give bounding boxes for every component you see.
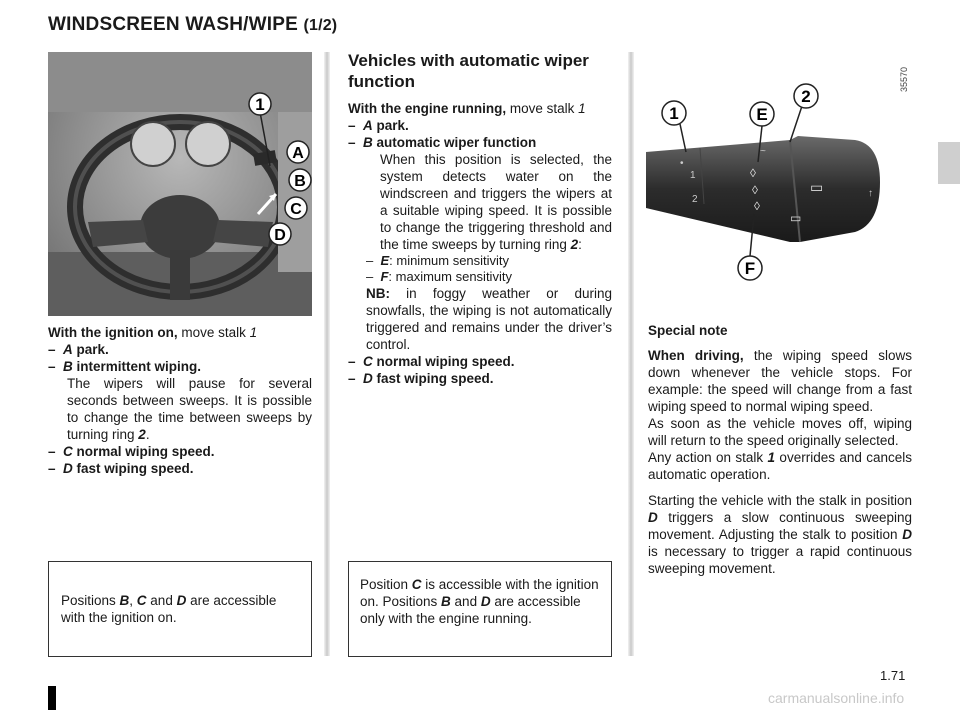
dash: – <box>348 371 356 386</box>
sub-text: : maximum sensitivity <box>388 269 512 284</box>
col2-intro-stalk: 1 <box>578 101 586 116</box>
box-text: Position <box>360 577 412 592</box>
col3-p1 <box>648 347 912 415</box>
callout-1-right-label: 1 <box>669 104 679 123</box>
callout-A-label: A <box>292 145 304 162</box>
svg-text:2: 2 <box>692 194 698 205</box>
nb-text: in foggy weather or during snowfalls, the wiping is not automatically triggered and remains under the driver’s control. <box>366 286 612 352</box>
p3-text: overrides and cancels automatic operation. <box>648 450 912 482</box>
dash: – <box>48 342 56 357</box>
p4-pos: D <box>902 527 912 542</box>
box-pos-B: B <box>441 594 451 609</box>
box-pos-D: D <box>480 594 491 609</box>
item-text: park. <box>372 118 409 133</box>
item-text: normal wiping speed. <box>72 444 215 459</box>
col2-item-A <box>348 117 612 134</box>
callout-D-label: D <box>274 227 286 244</box>
p3-text: Any action on stalk <box>648 450 768 465</box>
desc-end: . <box>145 427 150 442</box>
column-divider-right <box>628 52 634 656</box>
item-letter: C <box>63 444 73 459</box>
p1-bold: When driving, <box>648 348 744 363</box>
svg-text:▭: ▭ <box>790 211 802 225</box>
col3-p3 <box>648 449 912 483</box>
item-text: fast wiping speed. <box>72 461 194 476</box>
sub-letter: F <box>380 269 389 284</box>
item-letter: D <box>63 461 73 476</box>
col3-p4 <box>648 492 912 577</box>
item-letter: C <box>363 354 373 369</box>
svg-text:◊: ◊ <box>754 199 760 213</box>
col2-nb <box>348 285 612 353</box>
col1-note-box <box>48 561 312 657</box>
col2-intro <box>348 100 612 117</box>
col1-intro-stalk: 1 <box>249 325 258 340</box>
col2-note-box <box>348 561 612 657</box>
box-text: is accessible with the ignition on. Positions <box>360 577 599 609</box>
figure-ref-right: 35570 <box>899 66 909 92</box>
dash: – <box>48 359 56 374</box>
col2-heading: Vehicles with automatic wiper function <box>348 51 589 91</box>
item-letter: A <box>363 118 373 133</box>
corner-mark <box>48 686 56 710</box>
item-text: park. <box>72 342 109 357</box>
page-title <box>48 14 337 36</box>
box-text: Positions <box>61 593 120 608</box>
p4-text: is necessary to trigger a rapid continuous sweeping movement. <box>648 544 912 576</box>
dash: – <box>348 135 356 150</box>
p3-stalk: 1 <box>767 450 776 465</box>
ring-ref: 2 <box>138 427 146 442</box>
page-number: 1.71 <box>880 668 906 683</box>
dash: – <box>48 461 56 476</box>
callout-C-label: C <box>290 201 302 218</box>
desc-text: The wipers will pause for several seconds between sweeps. It is possible to change the time between sweeps by turning ring <box>67 376 312 442</box>
sub-text: : minimum sensitivity <box>389 253 510 268</box>
item-letter: B <box>63 359 73 374</box>
svg-text:↑: ↑ <box>868 188 873 199</box>
nb-label: NB: <box>366 286 390 301</box>
item-text: normal wiping speed. <box>372 354 515 369</box>
svg-text:~: ~ <box>760 146 766 157</box>
column-1-text <box>48 324 312 477</box>
ring-ref: 2 <box>570 237 579 252</box>
col2-item-B <box>348 134 612 151</box>
col2-item-C <box>348 353 612 370</box>
watermark: carmanualsonline.info <box>768 690 905 706</box>
item-text: fast wiping speed. <box>372 371 494 386</box>
item-text: intermittent wiping. <box>72 359 202 374</box>
col2-intro-bold: With the engine running, <box>348 101 507 116</box>
box-pos-D: D <box>176 593 187 608</box>
desc-end: : <box>578 237 582 252</box>
dash: – <box>348 118 356 133</box>
callout-F-label: F <box>744 259 756 278</box>
p4-text: triggers a slow continuous sweeping movement. Adjusting the stalk to position <box>648 510 912 542</box>
col1-intro-rest: move stalk <box>177 325 250 340</box>
svg-text:◊: ◊ <box>750 166 756 180</box>
col2-sub-F <box>348 269 612 285</box>
callout-B-label: B <box>294 173 306 190</box>
col2-intro-rest: move stalk <box>506 101 579 116</box>
sub-letter: E <box>380 253 390 268</box>
col2-item-B-desc <box>348 151 612 253</box>
callout-1-left-label: 1 <box>255 95 265 114</box>
col1-item-B <box>48 358 312 375</box>
col1-item-D <box>48 460 312 477</box>
box-text: are accessible with the ignition on. <box>61 593 277 625</box>
column-3-text <box>648 322 912 577</box>
left-callouts <box>190 86 320 256</box>
box-pos-B: B <box>119 593 130 608</box>
p1-rest: the wiping speed slows down whenever the vehicle stops. For example: the speed will change from a fast wiping speed to normal wiping speed. <box>648 348 912 414</box>
dash: – <box>48 444 56 459</box>
desc-text: When this position is selected, the system detects water on the windscreen and triggers the wipers at a suitable wiping speed. It is possible to change the triggering threshold and the time sweeps by turning ring <box>380 152 612 252</box>
section-tab <box>938 142 960 184</box>
p4-pos: D <box>648 510 658 525</box>
title-text: WINDSCREEN WASH/WIPE <box>48 14 298 35</box>
dash: – <box>348 354 356 369</box>
p4-text: Starting the vehicle with the stalk in position <box>648 493 912 508</box>
col2-sub-E <box>348 253 612 269</box>
box-text: and <box>450 594 481 609</box>
box-text: , <box>129 593 137 608</box>
wiper-stalk-illustration <box>640 82 916 292</box>
col2-item-D <box>348 370 612 387</box>
box-text: and <box>146 593 177 608</box>
col1-intro-bold: With the ignition on, <box>48 325 178 340</box>
svg-text:1: 1 <box>690 170 696 181</box>
col1-intro <box>48 324 312 341</box>
box-text: are accessible only with the engine running. <box>360 594 581 626</box>
title-suffix: (1/2) <box>303 17 338 34</box>
item-letter: D <box>363 371 373 386</box>
box-pos-C: C <box>136 593 147 608</box>
col3-p2: As soon as the vehicle moves off, wiping will return to the speed originally selected. <box>648 416 912 448</box>
svg-text:•: • <box>680 158 684 169</box>
dash: – <box>366 253 374 268</box>
item-letter: A <box>63 342 73 357</box>
col3-heading: Special note <box>648 323 728 338</box>
svg-text:▭: ▭ <box>810 179 824 195</box>
column-2-text <box>348 50 612 387</box>
col1-item-A <box>48 341 312 358</box>
item-letter: B <box>363 135 373 150</box>
column-divider-left <box>324 52 330 656</box>
dash: – <box>366 269 374 284</box>
svg-text:◊: ◊ <box>752 183 758 197</box>
callout-2-label: 2 <box>801 87 811 106</box>
col1-item-C <box>48 443 312 460</box>
col1-item-B-desc <box>48 375 312 443</box>
box-pos-C: C <box>411 577 422 592</box>
callout-E-label: E <box>756 105 768 124</box>
item-text: automatic wiper function <box>372 135 537 150</box>
